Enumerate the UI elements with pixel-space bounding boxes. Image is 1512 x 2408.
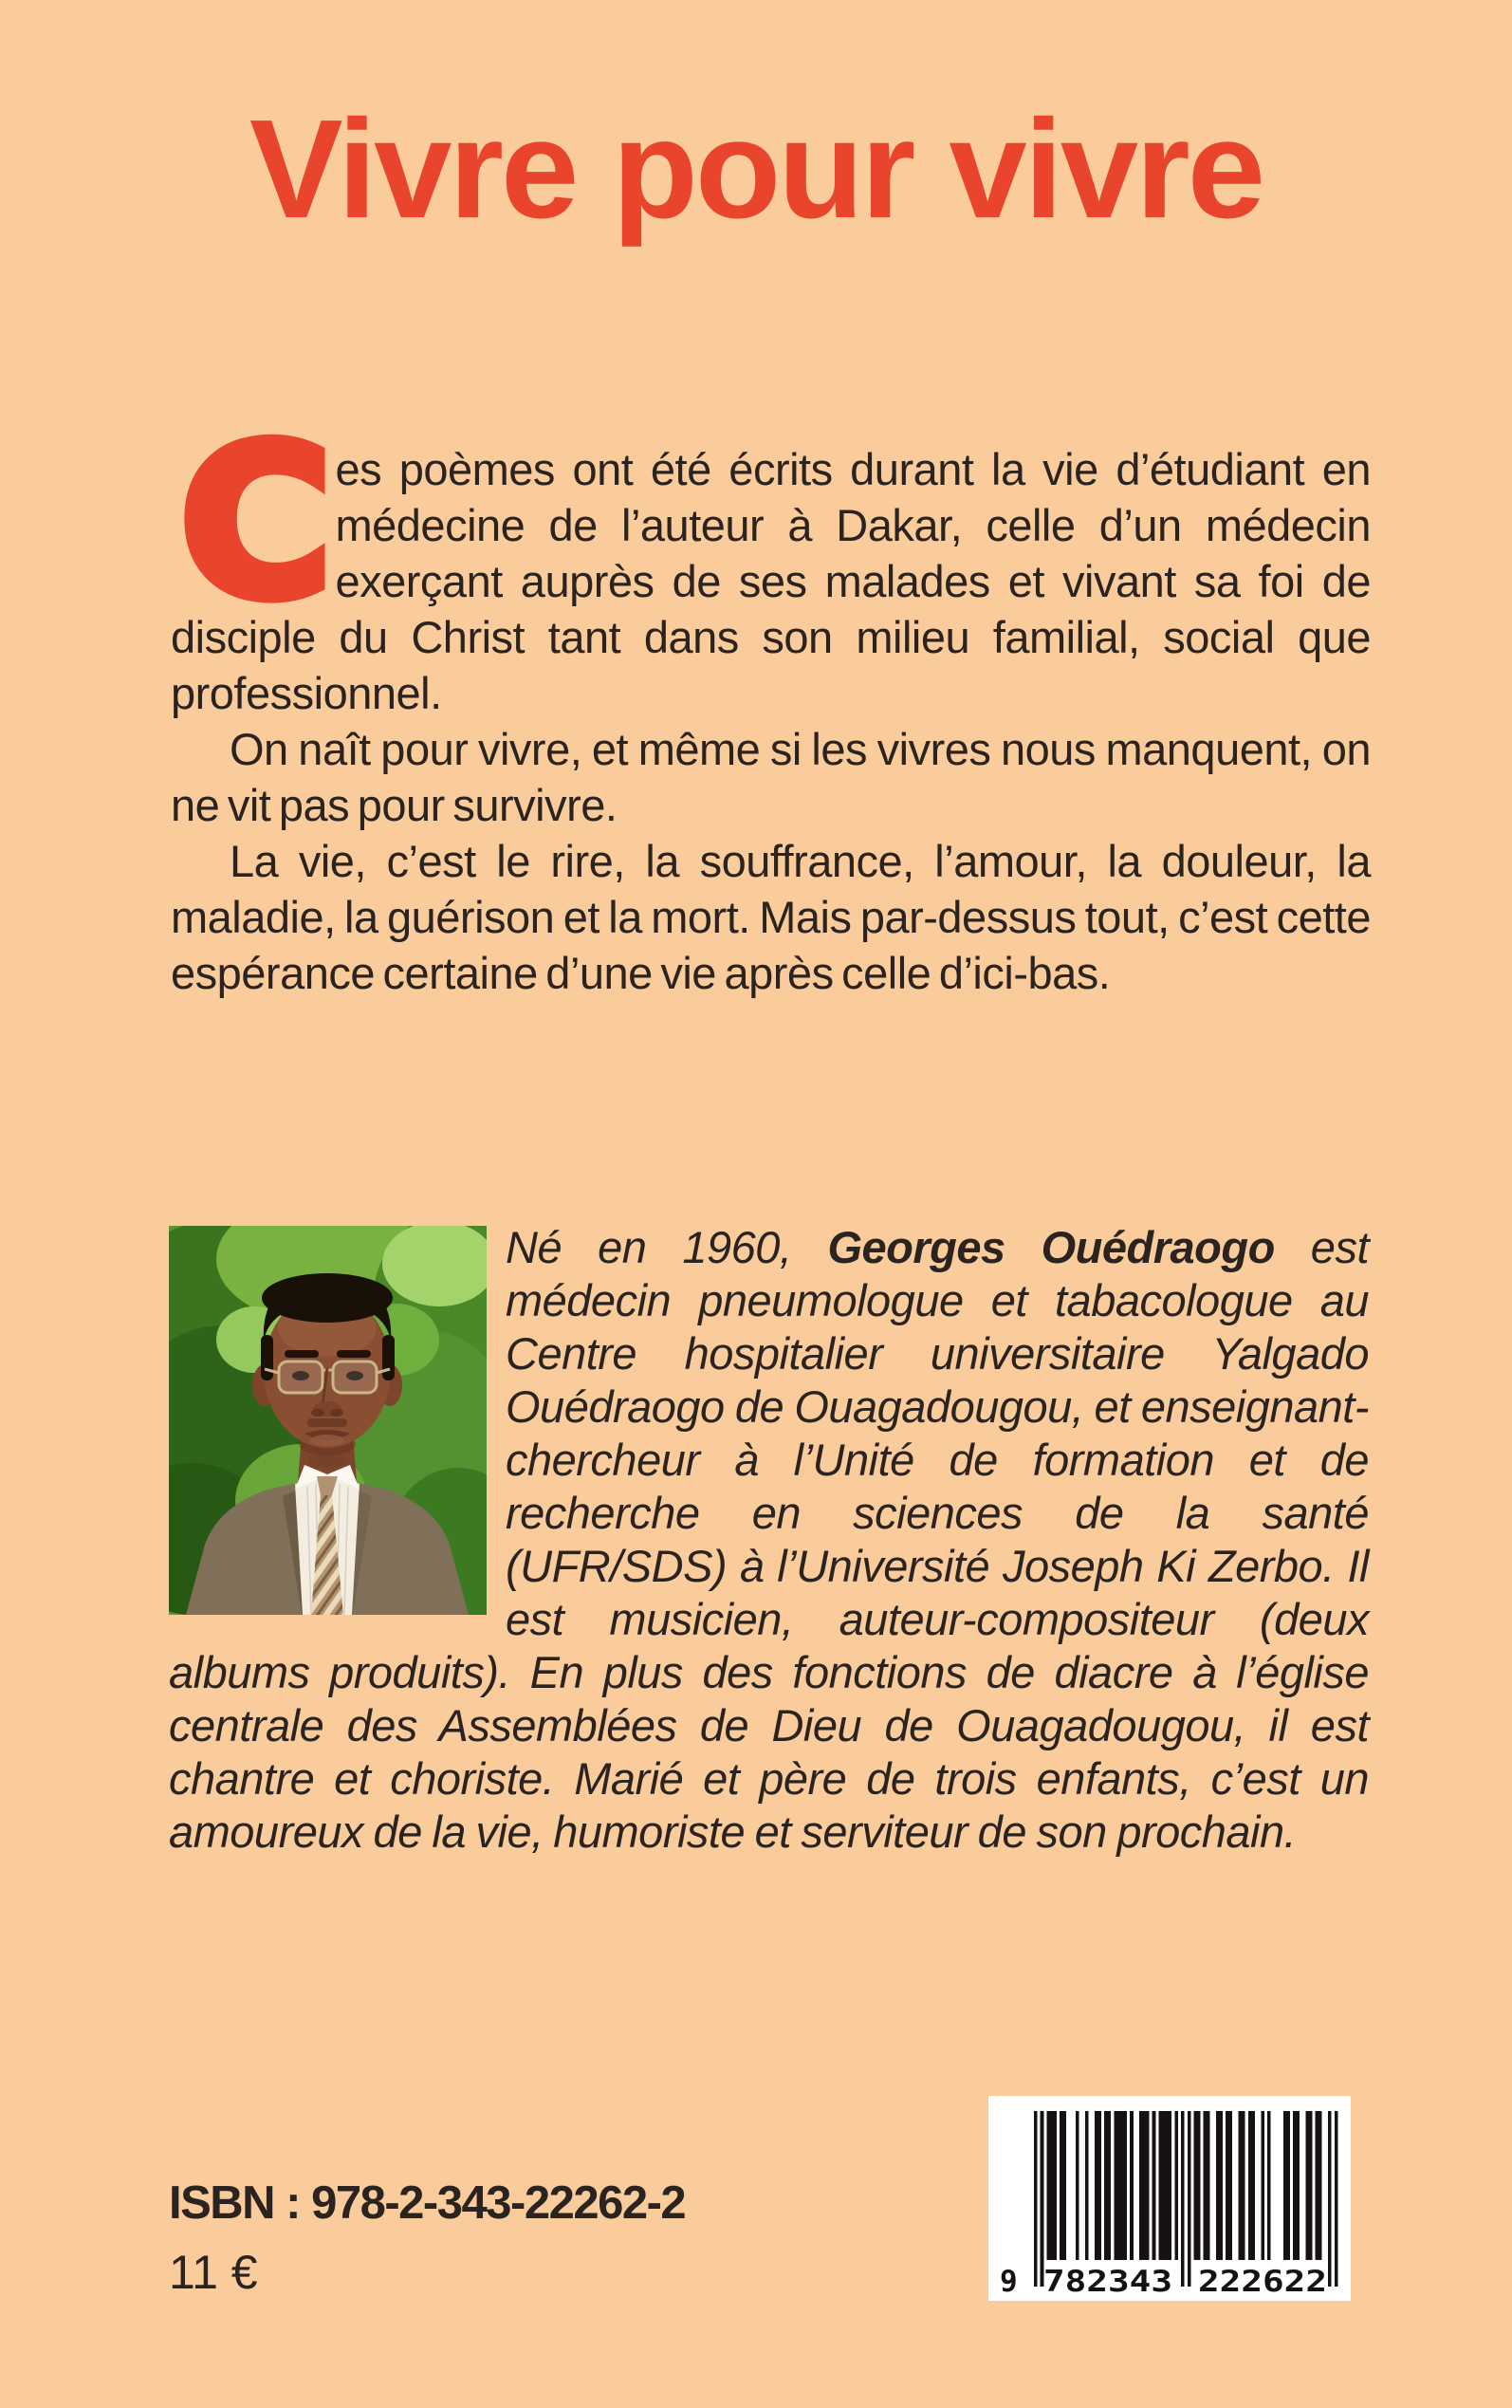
author-name: Georges Ouédraogo [827, 1222, 1275, 1272]
barcode [988, 2096, 1351, 2301]
author-portrait-illustration [169, 1226, 487, 1615]
book-title: Vivre pour vivre [249, 91, 1263, 248]
author-bio-section [169, 1221, 1369, 1859]
price-text: 11 € [169, 2246, 258, 2299]
bio-rest: est médecin pneumologue et tabacologue au Centre hospitalier universitaire Yalgado Ouédraogo de Ouagadougou, et enseignant-chercheur à l’Unité de formation et de recherche en sciences de la santé (UFR/SDS) à l’Université Joseph Ki Zerbo. Il est musicien, auteur-compositeur (deux albums produits). En plus des fonctions de diacre à l’église centrale des Assemblées de Dieu de Ouagadougou, il est chantre et choriste. Marié et père de trois enfants, c’est un amoureux de la vie, humoriste et serviteur de son prochain. [169, 1222, 1369, 1857]
isbn-text: ISBN : 978-2-343-22262-2 [169, 2177, 686, 2229]
synopsis [171, 403, 1371, 1001]
svg-text:222622: 222622 [1198, 2265, 1327, 2299]
svg-text:9: 9 [1000, 2265, 1018, 2299]
synopsis-paragraph-1-text: es poèmes ont été écrits durant la vie d’étudiant en médecine de l’auteur à Dakar, celle d’un médecin exerçant auprès de ses malades et vivant sa foi de disciple du Christ tant dans son milieu familial, social que professionnel. [171, 444, 1371, 718]
synopsis-paragraph-2: On naît pour vivre, et même si les vivres nous manquent, on ne vit pas pour survivre. [171, 724, 1371, 830]
synopsis-paragraph-3: La vie, c’est le rire, la souffrance, l’amour, la douleur, la maladie, la guérison et la mort. Mais par-dessus tout, c’est cette espérance certaine d’une vie après celle d’ici-bas. [171, 836, 1371, 998]
synopsis-paragraph-1 [171, 403, 1371, 721]
barcode-ean13 [988, 2096, 1351, 2301]
bio-intro: Né en 1960, [506, 1222, 828, 1272]
author-photo [169, 1226, 487, 1615]
svg-text:782343: 782343 [1043, 2265, 1172, 2299]
dropcap-letter: C [180, 403, 332, 643]
